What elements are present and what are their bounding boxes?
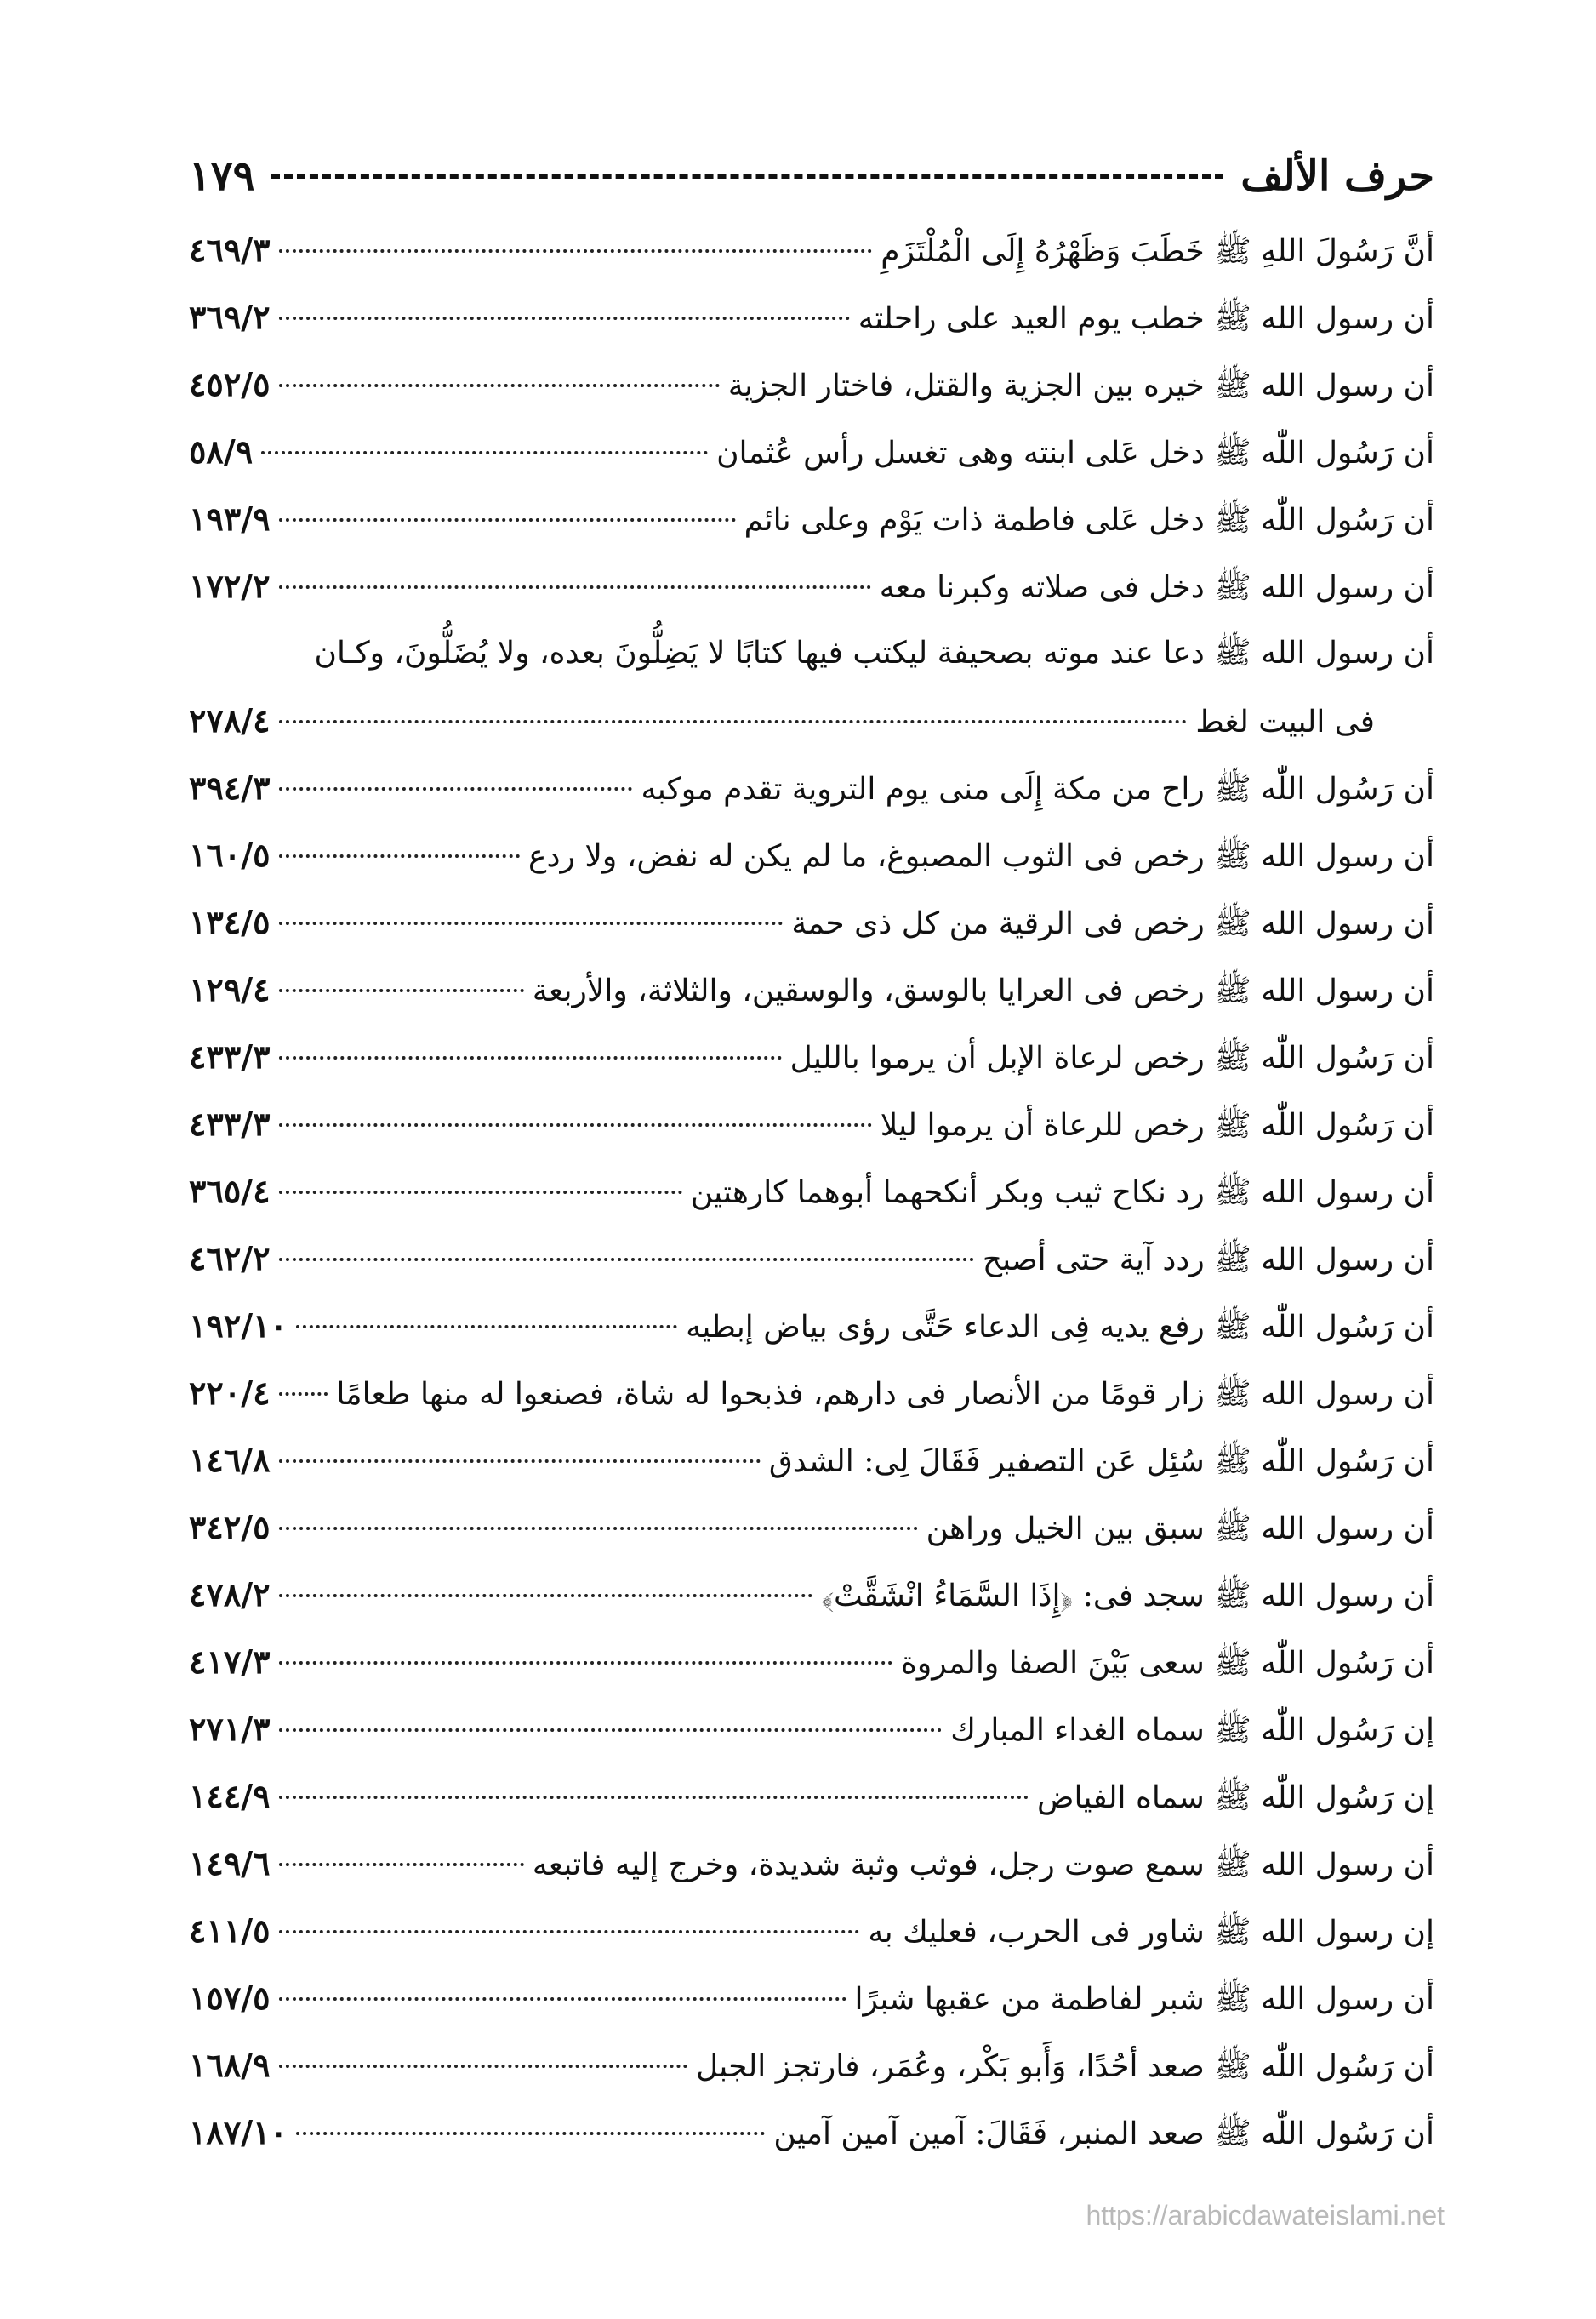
entry-text: أن رَسُول اللّٰه ﷺ رخص لرعاة الإبل أن يرموا بالليل — [789, 1041, 1434, 1076]
index-entry — [189, 1762, 1434, 1830]
index-entry — [189, 216, 1434, 283]
leader-dots — [279, 720, 1188, 723]
entry-reference: ٢٧١/٣ — [189, 1710, 271, 1748]
entry-reference: ٤٣٣/٣ — [189, 1037, 271, 1076]
entry-reference: ١٣٤/٥ — [189, 903, 271, 941]
index-entry — [189, 2031, 1434, 2099]
leader-dots — [279, 1594, 813, 1597]
index-entry — [189, 1695, 1434, 1762]
entry-text: أن رسول الله ﷺ رد نكاح ثيب وبكر أنكحهما أبوهما كارهتين — [690, 1175, 1434, 1210]
header-dash-rule — [271, 174, 1223, 179]
entry-text: أن رَسُول اللّٰه ﷺ سعى بَيْنَ الصفا والمروة — [901, 1646, 1434, 1681]
index-entry — [189, 351, 1434, 418]
entry-reference: ١٦٠/٥ — [189, 836, 271, 874]
leader-dots — [279, 854, 520, 858]
entry-text: إن رَسُول اللّٰه ﷺ سماه الفياض — [1037, 1780, 1434, 1815]
leader-dots — [279, 989, 524, 992]
entry-reference: ٤٥٢/٥ — [189, 365, 271, 403]
entry-reference: ١٨٧/١٠ — [189, 2113, 288, 2151]
entry-text: أن رسول الله ﷺ زار قومًا من الأنصار فى دارهم، فذبحوا له شاة، فصنعوا له منها طعامًا — [336, 1377, 1434, 1412]
entry-reference: ٤٣٣/٣ — [189, 1105, 271, 1143]
entry-text: أن رسول الله ﷺ رخص فى الثوب المصبوغ، ما لم يكن له نفض، ولا ردع — [528, 839, 1434, 874]
entry-reference: ٣٦٥/٤ — [189, 1172, 271, 1210]
leader-dots — [279, 1728, 943, 1732]
entry-reference: ٤٧٨/٢ — [189, 1575, 271, 1614]
leader-dots — [261, 451, 708, 454]
index-entry — [189, 1090, 1434, 1157]
leader-dots — [279, 922, 784, 925]
leader-dots — [279, 787, 633, 791]
leader-dots — [279, 1191, 682, 1194]
index-entry — [189, 1964, 1434, 2031]
leader-dots — [279, 249, 873, 253]
leader-dots — [279, 518, 736, 522]
index-entry — [189, 1225, 1434, 1292]
index-entry — [189, 418, 1434, 485]
index-entry — [189, 687, 1434, 754]
index-entry — [189, 1359, 1434, 1426]
entry-text: أن رَسُول اللّٰه ﷺ راح من مكة إِلَى منى يوم التروية تقدم موكبه — [641, 772, 1434, 807]
entry-text: أن رَسُول اللّٰه ﷺ صعد أحُدًا، وَأَبو بَكْر، وعُمَر، فارتجز الجبل — [695, 2049, 1434, 2084]
entry-reference: ١٩٢/١٠ — [189, 1306, 288, 1345]
index-entry — [189, 552, 1434, 620]
index-entry — [189, 283, 1434, 351]
entry-reference: ٤٦٢/٢ — [189, 1239, 271, 1277]
watermark-url: https://arabicdawateislami.net — [1086, 2200, 1445, 2230]
index-entry — [189, 2099, 1434, 2166]
index-entry — [189, 888, 1434, 956]
entry-reference: ٣٦٩/٢ — [189, 298, 271, 336]
index-entry — [189, 754, 1434, 821]
leader-dots — [279, 384, 720, 387]
index-entry — [189, 485, 1434, 552]
entry-text: أن رَسُول اللّٰه ﷺ رفع يديه فِى الدعاء حَتَّى رؤى بياض إبطيه — [686, 1310, 1434, 1345]
index-entry — [189, 1830, 1434, 1897]
entry-text: إن رسول الله ﷺ شاور فى الحرب، فعليك به — [868, 1915, 1434, 1950]
entry-text: أن رَسُول اللّٰه ﷺ رخص للرعاة أن يرموا ليلا — [880, 1108, 1434, 1143]
index-entry — [189, 1897, 1434, 1964]
entry-text: أن رسول الله ﷺ دعا عند موته بصحيفة ليكتب فيها كتابًا لا يَضِلُّونَ بعده، ولا يُضَلُّونَ، وكـان — [314, 636, 1434, 671]
entry-reference: ١٤٩/٦ — [189, 1844, 271, 1882]
entry-text: إن رَسُول اللّٰه ﷺ سماه الغداء المبارك — [950, 1713, 1434, 1748]
entry-reference: ١٧٢/٢ — [189, 567, 271, 605]
entry-text: أن رسول الله ﷺ رخص فى العرايا بالوسق، والوسقين، والثلاثة، والأربعة — [532, 974, 1434, 1008]
entry-text: أن رسول الله ﷺ خيره بين الجزية والقتل، فاختار الجزية — [727, 368, 1434, 403]
entry-reference: ١٤٤/٩ — [189, 1777, 271, 1815]
entry-reference: ٢٧٨/٤ — [189, 701, 271, 740]
leader-dots — [279, 317, 850, 320]
leader-dots — [279, 1997, 846, 2001]
entry-text: أن رسول الله ﷺ سبق بين الخيل وراهن — [926, 1511, 1434, 1546]
index-entry — [189, 1494, 1434, 1561]
leader-dots — [279, 1863, 524, 1866]
entry-reference: ٢٢٠/٤ — [189, 1374, 271, 1412]
index-entry — [189, 1157, 1434, 1225]
entry-reference: ١٤٦/٨ — [189, 1441, 271, 1479]
leader-dots — [279, 1258, 974, 1261]
leader-dots — [296, 2132, 765, 2135]
entry-reference: ٣٩٤/٣ — [189, 768, 271, 807]
index-entry — [189, 1561, 1434, 1628]
index-list — [189, 216, 1434, 2166]
entry-text: أن رسول الله ﷺ سجد فى: ﴿إِذَا السَّمَاءُ انْشَقَّتْ﴾ — [821, 1579, 1434, 1614]
entry-text: أن رسول الله ﷺ رخص فى الرقية من كل ذى حمة — [791, 906, 1434, 941]
leader-dots — [279, 585, 871, 589]
leader-dots — [279, 1930, 860, 1933]
index-entry — [189, 1426, 1434, 1494]
leader-dots — [296, 1325, 677, 1328]
leader-dots — [279, 1796, 1029, 1799]
leader-dots — [279, 1392, 328, 1396]
chapter-title: حرف الألف — [1240, 152, 1434, 200]
leader-dots — [279, 1123, 872, 1127]
leader-dots — [279, 1459, 761, 1463]
index-entry — [189, 1628, 1434, 1695]
page-header — [189, 146, 1434, 206]
leader-dots — [279, 2065, 687, 2068]
leader-dots — [279, 1661, 892, 1665]
entry-text: أن رَسُول اللّٰه ﷺ دخل عَلى ابنته وهى تغسل رأس عُثمان — [716, 436, 1434, 471]
entry-reference: ١٥٧/٥ — [189, 1979, 271, 2017]
entry-reference: ٣٤٢/٥ — [189, 1508, 271, 1546]
entry-text: أنَّ رَسُولَ اللهِ ﷺ خَطَبَ وَظَهْرُهُ إِلَى الْمُلْتَزَمِ — [881, 234, 1434, 269]
entry-text: أن رسول الله ﷺ دخل فى صلاته وكبرنا معه — [879, 570, 1434, 605]
entry-reference: ٤١١/٥ — [189, 1911, 271, 1950]
entry-reference: ٤٦٩/٣ — [189, 231, 271, 269]
leader-dots — [279, 1056, 782, 1060]
entry-text: أن رَسُول اللّٰه ﷺ دخل عَلى فاطمة ذات يَوْم وعلى نائم — [744, 503, 1434, 538]
entry-text: أن رسول الله ﷺ خطب يوم العيد على راحلته — [858, 301, 1434, 336]
leader-dots — [279, 1527, 918, 1530]
entry-text: أن رَسُول اللّٰه ﷺ صعد المنبر، فَقَالَ: آمين آمين آمين — [773, 2116, 1434, 2151]
entry-reference: ١٩٣/٩ — [189, 500, 271, 538]
entry-text: فى البيت لغط — [1195, 705, 1375, 740]
index-entry — [189, 956, 1434, 1023]
entry-text: أن رسول الله ﷺ سمع صوت رجل، فوثب وثبة شديدة، وخرج إليه فاتبعه — [532, 1848, 1434, 1882]
index-entry — [189, 1023, 1434, 1090]
index-entry — [189, 821, 1434, 888]
index-entry — [189, 620, 1434, 687]
entry-text: أن رسول الله ﷺ شبر لفاطمة من عقبها شبرًا — [854, 1982, 1434, 2017]
entry-reference: ١٢٩/٤ — [189, 970, 271, 1008]
entry-reference: ١٦٨/٩ — [189, 2046, 271, 2084]
index-entry — [189, 1292, 1434, 1359]
entry-reference: ٥٨/٩ — [189, 432, 254, 471]
entry-text: أن رسول الله ﷺ ردد آية حتى أصبح — [982, 1242, 1434, 1277]
entry-reference: ٤١٧/٣ — [189, 1642, 271, 1681]
entry-text: أن رَسُول اللّٰه ﷺ سُئِل عَن التصفير فَقَالَ لِى: الشدق — [768, 1444, 1434, 1479]
page-number: ١٧٩ — [189, 152, 255, 200]
